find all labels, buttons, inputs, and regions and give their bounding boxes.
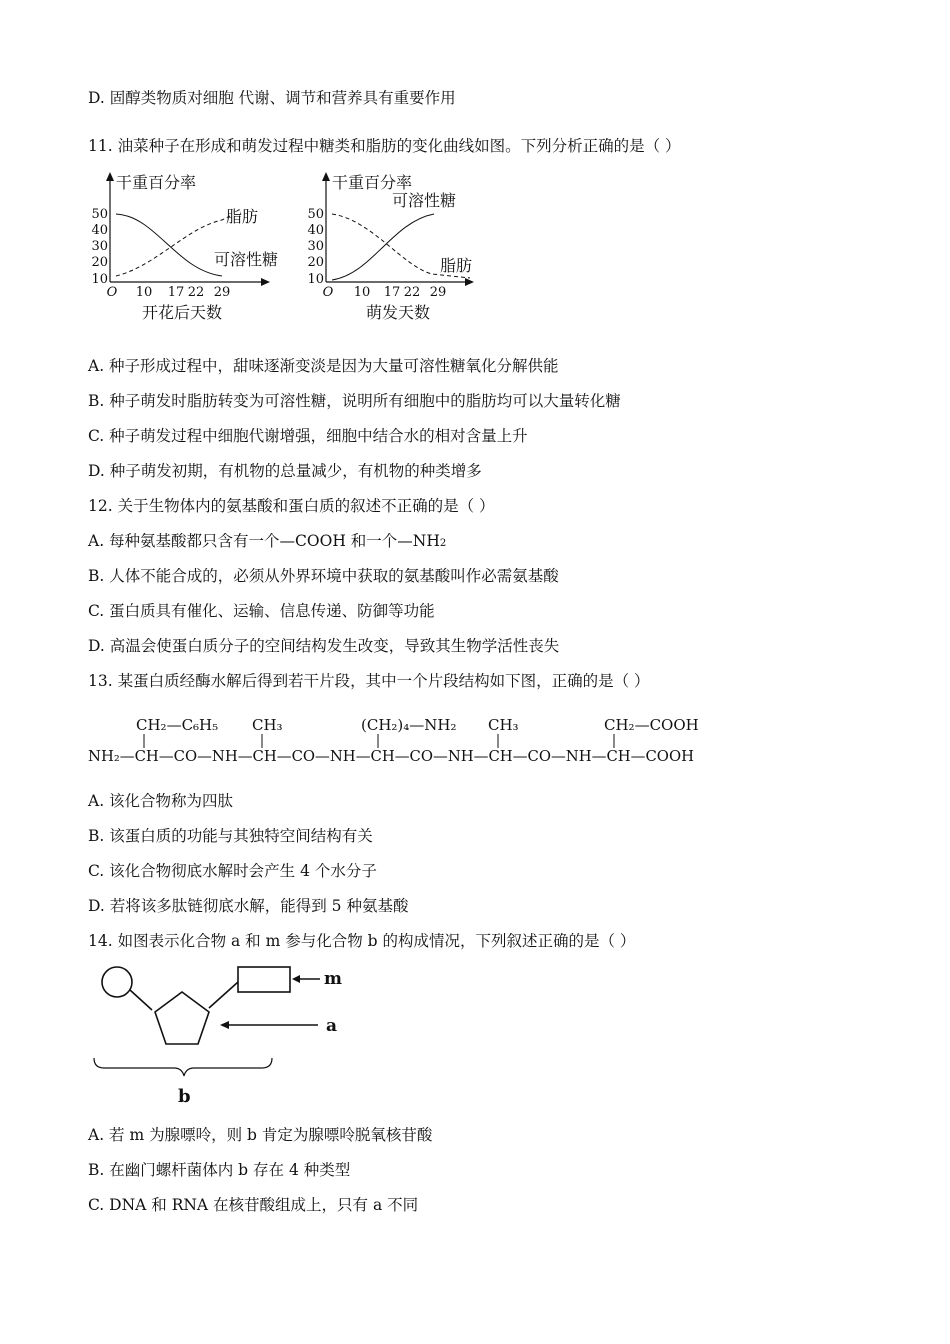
chart2-ylabel: 干重百分率 (332, 173, 413, 192)
phosphate-circle (102, 967, 132, 997)
formula-side-chain-5: CH₂—COOH (604, 716, 699, 734)
chart1-fat-label: 脂肪 (226, 207, 259, 226)
chart2-ytick: 50 (307, 207, 324, 222)
chart1-xlabel: 开花后天数 (141, 303, 223, 322)
q12-option-a-subscript: 2 (439, 538, 447, 549)
q14-stem: 14. 如图表示化合物 a 和 m 参与化合物 b 的构成情况，下列叙述正确的是（ ） (88, 932, 636, 950)
chart1-ylabel: 干重百分率 (116, 173, 197, 192)
q12-option-b: B. 人体不能合成的，必须从外界环境中获取的氨基酸叫作必需氨基酸 (88, 567, 559, 585)
q13-option-c: C. 该化合物彻底水解时会产生 4 个水分子 (88, 862, 377, 880)
q11-option-b: B. 种子萌发时脂肪转变为可溶性糖，说明所有细胞中的脂肪均可以大量转化糖 (88, 392, 621, 410)
q13-peptide-formula (86, 710, 726, 774)
chart2-ytick: 10 (307, 272, 324, 287)
chart2-ytick: 20 (307, 255, 324, 270)
chart1-origin: O (106, 285, 118, 300)
chart1-ytick: 50 (91, 207, 108, 222)
q12-option-c: C. 蛋白质具有催化、运输、信息传递、防御等功能 (88, 602, 435, 620)
chart1-sugar-label: 可溶性糖 (214, 250, 279, 269)
q12-option-d: D. 高温会使蛋白质分子的空间结构发生改变，导致其生物学活性丧失 (88, 637, 560, 655)
chart2-xtick: 10 (353, 285, 371, 300)
chart2-sugar-curve (332, 214, 434, 280)
chart1-xtick: 17 (167, 285, 185, 300)
chart2-xtick: 22 (403, 285, 421, 300)
chart2-ytick: 40 (307, 223, 324, 238)
chart2-xtick: 29 (429, 285, 447, 300)
chart2-xtick: 17 (383, 285, 401, 300)
label-b: b (178, 1086, 191, 1107)
chart1-ytick: 20 (91, 255, 108, 270)
formula-side-chain-3: (CH₂)₄—NH₂ (361, 716, 457, 734)
chart1-xtick: 22 (187, 285, 205, 300)
brace-b (94, 1058, 272, 1076)
label-m: m (324, 969, 342, 989)
formula-side-chain-4: CH₃ (488, 716, 519, 734)
q11-chart-formation (86, 170, 286, 330)
chart2-sugar-label: 可溶性糖 (392, 191, 457, 210)
q11-option-a: A. 种子形成过程中，甜味逐渐变淡是因为大量可溶性糖氧化分解供能 (88, 357, 559, 375)
chart1-sugar-curve (116, 214, 222, 276)
q10-option-d: D. 固醇类物质对细胞 代谢、调节和营养具有重要作用 (88, 89, 456, 107)
chart1-ytick: 30 (91, 239, 108, 254)
chart1-ytick: 40 (91, 223, 108, 238)
formula-side-chain-2: CH₃ (252, 716, 283, 734)
chart2-fat-label: 脂肪 (440, 256, 473, 275)
chart1-xtick: 29 (213, 285, 231, 300)
chart2-xlabel: 萌发天数 (365, 303, 431, 322)
formula-main-chain: NH₂—CH—CO—NH—CH—CO—NH—CH—CO—NH—CH—CO—NH—CH—COOH (88, 747, 694, 765)
q11-chart-germination (302, 170, 502, 330)
q14-nucleotide-diagram (86, 958, 366, 1110)
chart2-origin: O (322, 285, 334, 300)
base-rectangle (238, 967, 290, 992)
chart1-ytick: 10 (91, 272, 108, 287)
q14-option-c: C. DNA 和 RNA 在核苷酸组成上，只有 a 不同 (88, 1196, 419, 1214)
pentose-pentagon (155, 992, 209, 1044)
q13-option-b: B. 该蛋白质的功能与其独特空间结构有关 (88, 827, 373, 845)
chart2-ytick: 30 (307, 239, 324, 254)
q13-option-a: A. 该化合物称为四肽 (88, 792, 234, 810)
q14-option-b: B. 在幽门螺杆菌体内 b 存在 4 种类型 (88, 1161, 351, 1179)
q13-option-d: D. 若将该多肽链彻底水解，能得到 5 种氨基酸 (88, 897, 409, 915)
q12-option-a (88, 531, 446, 554)
q11-option-d: D. 种子萌发初期，有机物的总量减少，有机物的种类增多 (88, 462, 482, 480)
formula-side-chain-1: CH₂—C₆H₅ (136, 716, 219, 734)
q12-stem: 12. 关于生物体内的氨基酸和蛋白质的叙述不正确的是（ ） (88, 497, 495, 515)
chart1-xtick: 10 (135, 285, 153, 300)
q11-option-c: C. 种子萌发过程中细胞代谢增强，细胞中结合水的相对含量上升 (88, 427, 528, 445)
q11-stem: 11. 油菜种子在形成和萌发过程中糖类和脂肪的变化曲线如图。下列分析正确的是（ ） (88, 137, 681, 155)
chart1-fat-curve (116, 216, 230, 276)
label-a: a (326, 1016, 338, 1036)
q13-stem: 13. 某蛋白质经酶水解后得到若干片段，其中一个片段结构如下图，正确的是（ ） (88, 672, 650, 690)
q14-option-a: A. 若 m 为腺嘌呤，则 b 肯定为腺嘌呤脱氧核苷酸 (88, 1126, 433, 1144)
q12-option-a-text: A. 每种氨基酸都只含有一个—COOH 和一个—NH (88, 532, 440, 550)
